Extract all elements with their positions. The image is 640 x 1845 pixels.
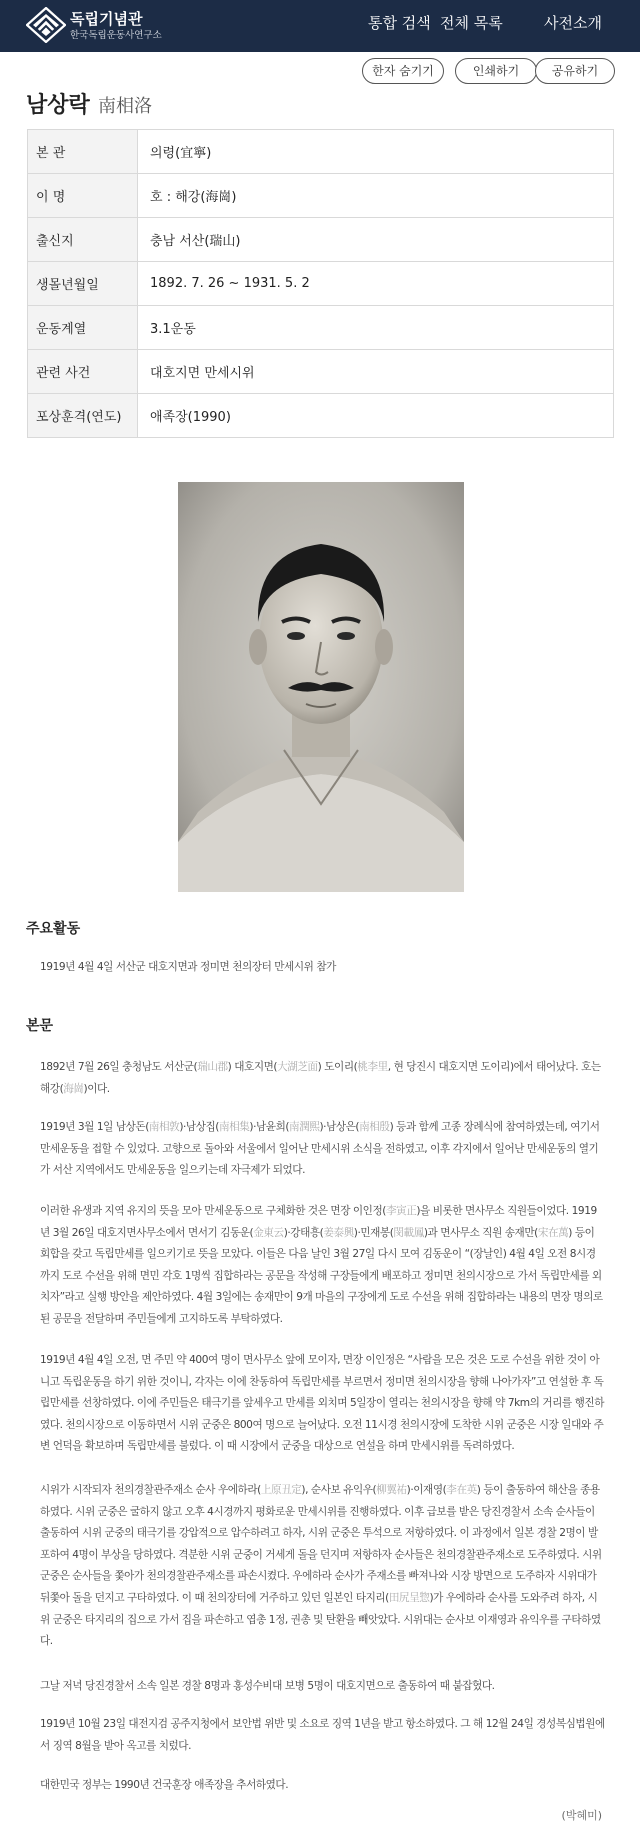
info-label: 관련 사건 [28,350,138,394]
info-label: 운동계열 [28,306,138,350]
info-row [28,174,614,218]
info-row [28,218,614,262]
info-value: 호 : 해강(海崗) [138,174,614,218]
body-paragraph-6: 그날 저녁 당진경찰서 소속 일본 경찰 8명과 홍성수비대 보병 5명이 대호지면으로 출동하여 때 붙잡혔다. [40,1680,495,1692]
info-row [28,394,614,438]
logo-subtitle[interactable]: 한국독립운동사연구소 [70,30,162,41]
logo-title[interactable]: 독립기념관 [70,10,143,28]
info-row [28,350,614,394]
portrait-photo [178,482,464,892]
person-name: 남상락 [26,93,90,118]
body-paragraph-1: 1892년 7월 26일 충청남도 서산군(瑞山郡) 대호지면(大湖芝面) 도이리(桃李里, 현 당진시 대호지면 도이리)에서 태어났다. 호는 해강(海崗)이다. [40,1061,601,1095]
activity-text: 1919년 4월 4일 서산군 대호지면과 정미면 천의장터 만세시위 참가 [40,961,336,973]
author-credit: (박혜미) [561,1809,602,1822]
info-label: 이 명 [28,174,138,218]
info-row [28,262,614,306]
info-row [28,130,614,174]
body-title: 본문 [26,1018,54,1034]
info-label: 본 관 [28,130,138,174]
info-label: 포상훈격(연도) [28,394,138,438]
info-table [27,129,614,438]
info-value: 의령(宜寧) [138,130,614,174]
body-paragraph-4: 1919년 4월 4일 오전, 면 주민 약 400여 명이 면사무소 앞에 모이자, 면장 이인정은 “사람을 모은 것은 도로 수선을 위한 것이 아니고 독립운동을 하기 위한 것이니, 각자는 이에 찬동하여 독립만세를 부르면서 정미면 천의시장을 향해 나아가자”고 연설한 후 독립만세를 선창하였다. 이에 주민들은 태극기를 앞세우고 만세를 외치며 5일장이 열리는 천의시장을 향해 약 7km의 거리를 행진하였다. 천의시장으로 이동하면서 시위 군중은 800여 명으로 늘어났다. 오전 11시경 천의시장에 도착한 시위 군중은 시장 일대와 주변 언덕을 확보하며 독립만세를 불렀다. 이 때 시장에서 군중을 대상으로 연설을 하며 만세시위를 독려하였다. [40,1354,604,1453]
hide-hanja-button[interactable]: 한자 숨기기 [362,58,444,84]
body-paragraph-3: 이러한 유생과 지역 유지의 뜻을 모아 만세운동으로 구체화한 것은 면장 이인정(李寅正)을 비롯한 면사무소 직원들이었다. 1919년 3월 26일 대호지면사무소에서 면서기 김동운(金東云)·강태흥(姜泰興)·민재봉(閔載鳳)과 면사무소 직원 송재만(宋在萬) 등이 회합을 갖고 독립만세를 일으키기로 뜻을 모았다. 이들은 다음 날인 3월 27일 다시 모여 김동운이 “(장날인) 4월 4일 오전 8시경까지 도로 수선을 위해 면민 각호 1명씩 집합하라는 공문을 작성해 구장들에게 배포하고 정미면 천의시장으로 가서 독립만세를 외치자”라고 실행 방안을 제안하였다. 4월 3일에는 송재만이 9개 마을의 구장에게 도로 수선을 위해 집합하라는 내용의 면장 명의로 된 공문을 전달하며 주민들에게 고지하도록 부탁하였다. [40,1205,603,1325]
info-value: 1892. 7. 26 ~ 1931. 5. 2 [138,262,614,306]
info-row [28,306,614,350]
body-paragraph-5: 시위가 시작되자 천의경찰관주재소 순사 우에하라(上原丑定), 순사보 유익우(柳翼祐)·이재영(李在英) 등이 출동하여 해산을 종용하였다. 시위 군중은 굴하지 않고 오후 4시경까지 평화로운 만세시위를 진행하였다. 이후 급보를 받은 당진경찰서 소속 순사들이 출동하여 시위 군중의 태극기를 강압적으로 압수하려고 하자, 시위 군중은 투석으로 저항하였다. 이 과정에서 일본 경찰 2명이 발포하여 4명이 부상을 당하였다. 격분한 시위 군중이 거세게 돌을 던지며 저항하자 순사들은 천의경찰관주재소로 도주하였다. 시위 군중은 순사들을 쫓아가 천의경찰관주재소를 파손시켰다. 우에하라 순사가 주재소를 빠져나와 시장 방면으로 도주하자 시위대가 뒤쫓아 돌을 던지고 구타하였다. 이 때 천의장터에 거주하고 있던 일본인 타지리(田尻呈惣)가 우에하라 순사를 도와주려 하자, 시위 군중은 타지리의 집으로 가서 집을 파손하고 엽총 1정, 권총 및 탄환을 빼앗았다. 시위대는 순사보 이재영과 유익우를 구타하였다. [40,1484,602,1648]
share-button[interactable]: 공유하기 [535,58,615,84]
activity-title: 주요활동 [26,921,81,937]
print-button[interactable]: 인쇄하기 [455,58,537,84]
nav-list[interactable]: 전체 목록 [440,14,503,32]
info-value: 애족장(1990) [138,394,614,438]
info-value: 충남 서산(瑞山) [138,218,614,262]
body-paragraph-7: 1919년 10월 23일 대전지검 공주지청에서 보안법 위반 및 소요로 징역 1년을 받고 항소하였다. 그 해 12월 24일 경성복심법원에서 징역 8월을 받아 옥고를 치렀다. [40,1718,605,1752]
nav-search[interactable]: 통합 검색 [368,14,431,32]
site-header [0,0,640,52]
info-value: 대호지면 만세시위 [138,350,614,394]
person-hanja: 南相洛 [98,96,152,117]
body-paragraph-2: 1919년 3월 1일 남상돈(南相敦)·남상집(南相集)·남윤희(南潤熙)·남상은(南相殷) 등과 함께 고종 장례식에 참여하였는데, 여기서 만세운동을 접할 수 있었다. 고향으로 돌아와 서울에서 일어난 만세시위 소식을 전하였고, 이후 각지에서 일어난 만세운동의 열기가 서산 지역에서도 만세운동을 일으키는데 자극제가 되었다. [40,1121,600,1177]
body-paragraph-8: 대한민국 정부는 1990년 건국훈장 애족장을 추서하였다. [40,1779,289,1791]
info-label: 생몰년월일 [28,262,138,306]
info-label: 출신지 [28,218,138,262]
logo-icon[interactable] [26,7,66,43]
nav-about[interactable]: 사전소개 [544,14,602,32]
info-value: 3.1운동 [138,306,614,350]
